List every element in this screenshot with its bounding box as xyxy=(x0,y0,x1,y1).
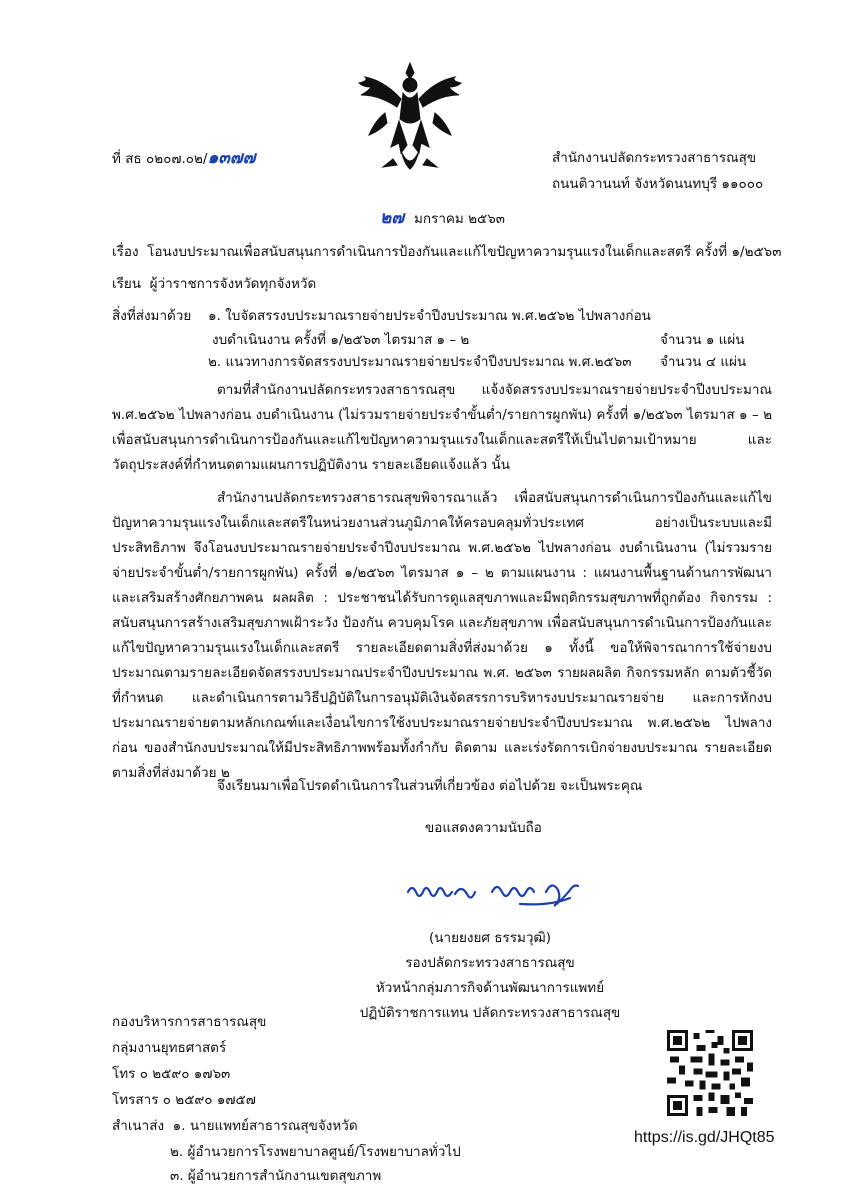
handwritten-date-day: ๒๗ xyxy=(380,208,404,228)
copy-to-recipient-2: ๒. ผู้อำนวยการโรงพยาบาลศูนย์/โรงพยาบาลทั่วไป xyxy=(170,1144,461,1160)
copy-to-label: สำเนาส่ง xyxy=(112,1118,165,1134)
signatory-title-2: หัวหน้ากลุ่มภารกิจด้านพัฒนาการแพทย์ xyxy=(375,980,605,996)
enclosures-label: สิ่งที่ส่งมาด้วย xyxy=(112,308,192,324)
qr-code-icon[interactable] xyxy=(667,1030,753,1116)
handwritten-signature xyxy=(400,870,590,915)
enclosure-item-1-quantity: จำนวน ๑ แผ่น xyxy=(660,332,745,348)
date-month-year: มกราคม ๒๕๖๓ xyxy=(414,211,506,227)
signature-block xyxy=(300,926,680,1026)
document-date xyxy=(380,208,505,229)
reference-number: ที่ สธ ๐๒๐๗.๐๒/ xyxy=(112,151,208,167)
office-address: ถนนติวานนท์ จังหวัดนนทบุรี ๑๑๐๐๐ xyxy=(552,176,764,192)
signatory-name: (นายยงยศ ธรรมวุฒิ) xyxy=(429,930,551,946)
signatory-title-1: รองปลัดกระทรวงสาธารณสุข xyxy=(405,955,575,971)
enclosure-item-1-line-1: ๑. ใบจัดสรรงบประมาณรายจ่ายประจำปีงบประมาณ พ.ศ.๒๕๖๒ ไปพลางก่อน xyxy=(208,308,651,324)
copy-to-line-1 xyxy=(112,1116,358,1136)
closing-phrase: ขอแสดงความนับถือ xyxy=(425,820,542,836)
handwritten-reference-number: ๑๓๗๗ xyxy=(207,148,256,168)
body-paragraph-1: ตามที่สำนักงานปลัดกระทรวงสาธารณสุข แจ้งจัดสรรงบประมาณรายจ่ายประจำปีงบประมาณ พ.ศ.๒๕๖๒ ไปพลางก่อน งบดำเนินงาน (ไม่รวมรายจ่ายประจำขั้นต่ำ/รายการผูกพัน) ครั้งที่ ๑/๒๕๖๓ ไตรมาส ๑ – ๒ เพื่อสนับสนุนการดำเนินการป้องกันและแก้ไขปัญหาความรุนแรงในเด็กและสตรีให้เป็นไปตามเป้าหมาย และวัตถุประสงค์ที่กำหนดตามแผนการปฏิบัติงาน รายละเอียดแจ้งแล้ว นั้น xyxy=(112,382,772,473)
footer-group: กลุ่มงานยุทธศาสตร์ xyxy=(112,1040,227,1056)
enclosure-item-1-line-2: งบดำเนินงาน ครั้งที่ ๑/๒๕๖๓ ไตรมาส ๑ – ๒ xyxy=(212,332,470,348)
enclosure-item-2-quantity: จำนวน ๔ แผ่น xyxy=(660,354,747,370)
subject-text: โอนงบประมาณเพื่อสนับสนุนการดำเนินการป้องกันและแก้ไขปัญหาความรุนแรงในเด็กและสตรี ครั้งที่ ๑/๒๕๖๓ xyxy=(147,244,782,260)
copy-to-recipient-3: ๓. ผู้อำนวยการสำนักงานเขตสุขภาพ xyxy=(170,1168,382,1184)
document-reference xyxy=(112,148,255,169)
qr-code-url[interactable]: https://is.gd/JHQt85 xyxy=(634,1129,775,1146)
subject-label: เรื่อง xyxy=(112,244,139,260)
enclosure-item-2: ๒. แนวทางการจัดสรรงบประมาณรายจ่ายประจำปีงบประมาณ พ.ศ.๒๕๖๓ xyxy=(208,354,632,370)
addressee-label: เรียน xyxy=(112,276,142,292)
body-paragraph-3: จึงเรียนมาเพื่อโปรดดำเนินการในส่วนที่เกี่ยวข้อง ต่อไปด้วย จะเป็นพระคุณ xyxy=(217,778,643,794)
footer-department: กองบริหารการสาธารณสุข xyxy=(112,1014,267,1030)
footer-telephone: โทร ๐ ๒๕๙๐ ๑๗๖๓ xyxy=(112,1066,231,1082)
addressee-text: ผู้ว่าราชการจังหวัดทุกจังหวัด xyxy=(149,276,317,292)
addressee-line xyxy=(112,274,316,294)
footer-fax: โทรสาร ๐ ๒๕๙๐ ๑๗๕๗ xyxy=(112,1092,256,1108)
office-name: สำนักงานปลัดกระทรวงสาธารณสุข xyxy=(552,150,757,166)
copy-to-recipient-1: ๑. นายแพทย์สาธารณสุขจังหวัด xyxy=(172,1118,358,1134)
garuda-emblem-icon xyxy=(355,55,465,175)
subject-line xyxy=(112,242,781,262)
signatory-title-3: ปฏิบัติราชการแทน ปลัดกระทรวงสาธารณสุข xyxy=(359,1005,621,1021)
body-paragraph-2: สำนักงานปลัดกระทรวงสาธารณสุขพิจารณาแล้ว เพื่อสนับสนุนการดำเนินการป้องกันและแก้ไขปัญหาความรุนแรงในเด็กและสตรีในหน่วยงานส่วนภูมิภาคให้ครอบคลุมทั่วประเทศ อย่างเป็นระบบและมีประสิทธิภาพ จึงโอนงบประมาณรายจ่ายประจำปีงบประมาณ พ.ศ.๒๕๖๒ ไปพลางก่อน งบดำเนินงาน (ไม่รวมรายจ่ายประจำขั้นต่ำ/รายการผูกพัน) ครั้งที่ ๑/๒๕๖๓ ไตรมาส ๑ – ๒ ตามแผนงาน : แผนงานพื้นฐานด้านการพัฒนาและเสริมสร้างศักยภาพคน ผลผลิต : ประชาชนได้รับการดูแลสุขภาพและมีพฤติกรรมสุขภาพที่ถูกต้อง กิจกรรม : สนับสนุนการสร้างเสริมสุขภาพเฝ้าระวัง ป้องกัน ควบคุมโรค และภัยสุขภาพ เพื่อสนับสนุนการดำเนินการป้องกันและแก้ไขปัญหาความรุนแรงในเด็กและสตรี รายละเอียดตามสิ่งที่ส่งมาด้วย ๑ ทั้งนี้ ขอให้พิจารณาการใช้จ่ายงบประมาณตามรายละเอียดจัดสรรงบประมาณประจำปีงบประมาณ พ.ศ. ๒๕๖๓ รายผลผลิต กิจกรรมหลัก ตามตัวชี้วัดที่กำหนด และดำเนินการตามวิธีปฏิบัติในการอนุมัติเงินจัดสรรการบริหารงบประมาณรายจ่าย และการหักงบประมาณรายจ่ายตามหลักเกณฑ์และเงื่อนไขการใช้งบประมาณรายจ่ายประจำปีงบประมาณ พ.ศ.๒๕๖๒ ไปพลางก่อน ของสำนักงบประมาณให้มีประสิทธิภาพพร้อมทั้งกำกับ ติดตาม และเร่งรัดการเบิกจ่ายงบประมาณ รายละเอียดตามสิ่งที่ส่งมาด้วย ๒ xyxy=(112,490,772,781)
